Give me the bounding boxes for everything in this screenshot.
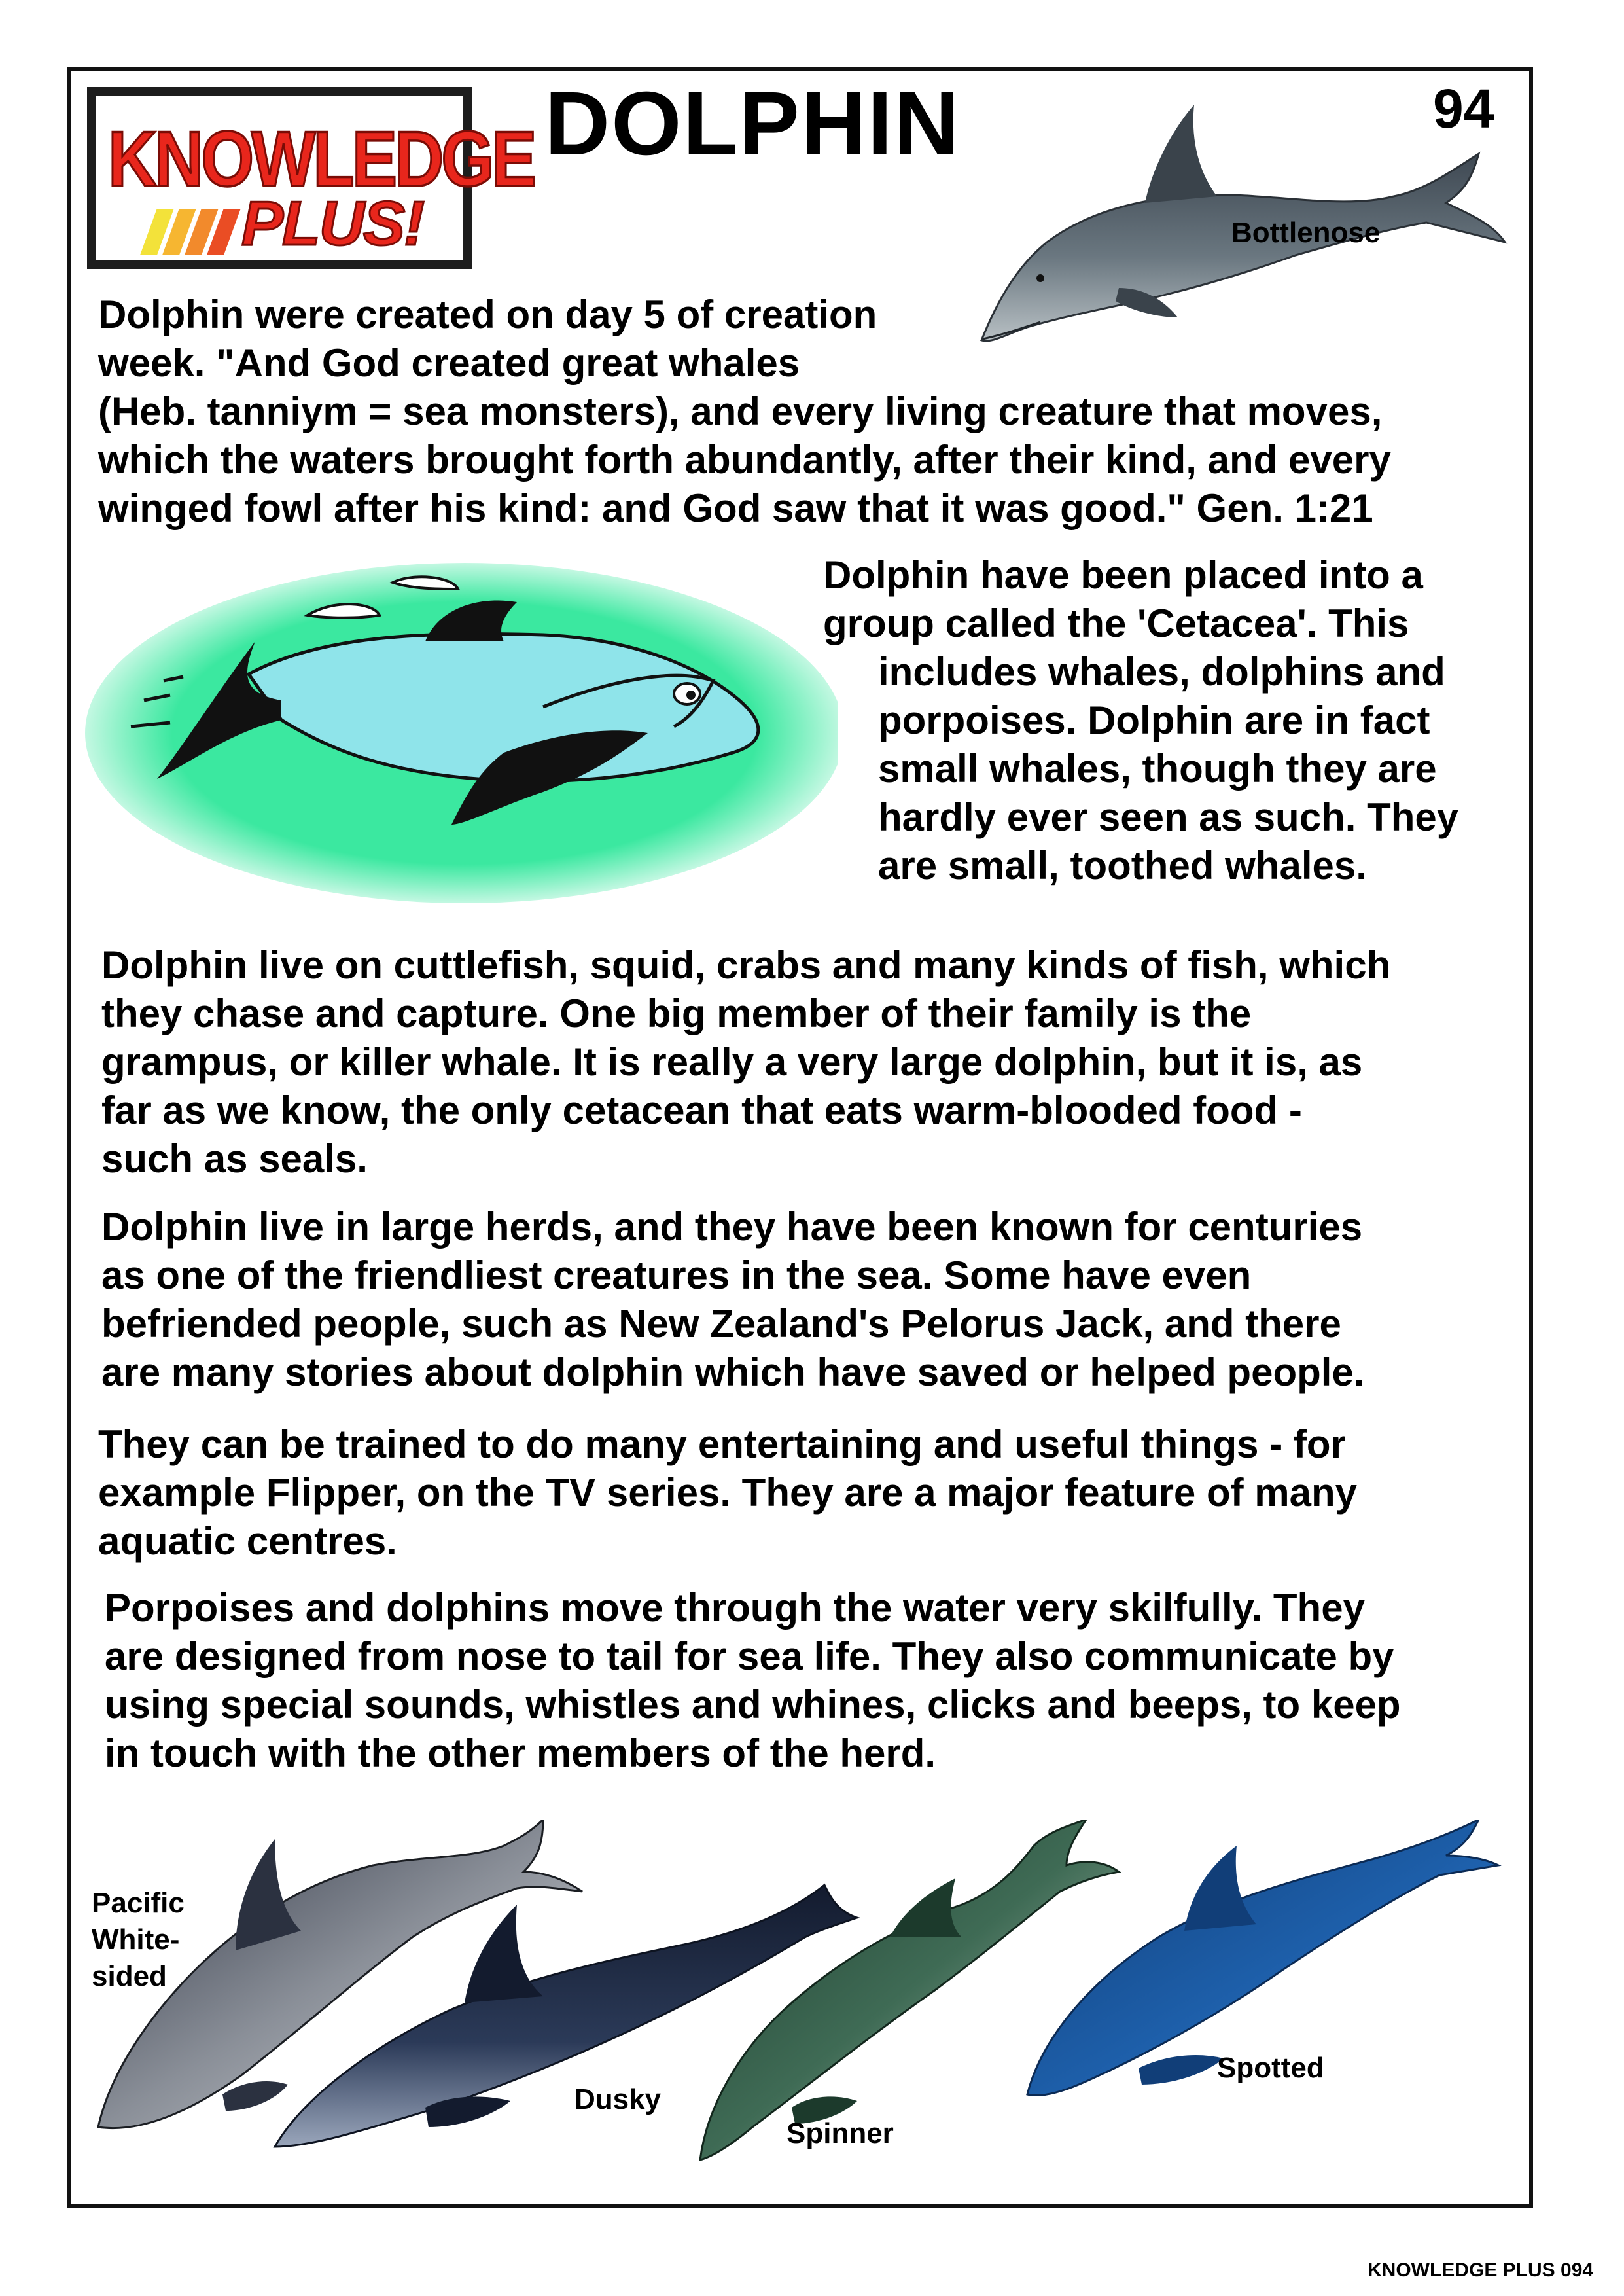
paragraph-movement	[105, 1584, 1518, 1778]
caption-pacific-white-sided	[92, 1885, 222, 1995]
paragraph-creation	[98, 291, 1511, 533]
paragraph-line: Dolphin live in large herds, and they have been known for centuries	[101, 1205, 1363, 1249]
paragraph-line: befriended people, such as New Zealand's Pelorus Jack, and there	[101, 1302, 1341, 1346]
paragraph-line: includes whales, dolphins and	[878, 650, 1445, 694]
paragraph-line: week. "And God created great whales	[98, 341, 800, 385]
paragraph-line: hardly ever seen as such. They	[878, 795, 1459, 839]
paragraph-diet	[101, 941, 1515, 1183]
paragraph-line: are many stories about dolphin which have saved or helped people.	[101, 1350, 1365, 1394]
paragraph-line: Dolphin were created on day 5 of creation	[98, 293, 877, 336]
caption-dusky: Dusky	[574, 2083, 662, 2115]
paragraph-line: are small, toothed whales.	[878, 844, 1367, 888]
page-number: 94	[1433, 78, 1494, 139]
cartoon-dolphin-image	[85, 537, 838, 916]
footer-label: KNOWLEDGE PLUS 094	[1368, 2259, 1594, 2281]
paragraph-line: porpoises. Dolphin are in fact	[878, 698, 1430, 742]
paragraph-line: using special sounds, whistles and whines, clicks and beeps, to keep	[105, 1683, 1401, 1727]
paragraph-line: They can be trained to do many entertaining and useful things - for	[98, 1422, 1346, 1466]
paragraph-line: are designed from nose to tail for sea life. They also communicate by	[105, 1634, 1394, 1678]
paragraph-friendly	[101, 1203, 1515, 1397]
paragraph-line: Dolphin have been placed into a	[823, 553, 1423, 597]
paragraph-line: group called the 'Cetacea'. This	[823, 601, 1409, 645]
caption-spinner: Spinner	[786, 2117, 894, 2149]
paragraph-line: as one of the friendliest creatures in the sea. Some have even	[101, 1253, 1252, 1297]
logo-text-plus: PLUS!	[241, 188, 423, 259]
paragraph-line: example Flipper, on the TV series. They are a major feature of many	[98, 1471, 1358, 1515]
paragraph-line: winged fowl after his kind: and God saw that it was good." Gen. 1:21	[98, 486, 1373, 530]
page-title: DOLPHIN	[544, 73, 961, 174]
knowledge-plus-logo	[87, 87, 535, 269]
paragraph-line: they chase and capture. One big member of their family is the	[101, 992, 1252, 1035]
logo-text-knowledge: KNOWLEDGE	[108, 116, 535, 204]
caption-bottlenose: Bottlenose	[1231, 217, 1381, 249]
paragraph-line: far as we know, the only cetacean that eats warm-blooded food -	[101, 1088, 1302, 1132]
paragraph-line: in touch with the other members of the herd.	[105, 1731, 936, 1775]
spinner-dolphin	[700, 1820, 1119, 2160]
caption-spotted: Spotted	[1217, 2052, 1324, 2084]
paragraph-line: such as seals.	[101, 1137, 368, 1181]
paragraph-trained	[98, 1420, 1511, 1566]
paragraph-line: aquatic centres.	[98, 1519, 397, 1563]
paragraph-line: Dolphin live on cuttlefish, squid, crabs and many kinds of fish, which	[101, 943, 1391, 987]
caption-line: sided	[92, 1960, 167, 1992]
logo-stripes	[149, 209, 253, 255]
paragraph-line: (Heb. tanniym = sea monsters), and every living creature that moves,	[98, 389, 1383, 433]
paragraph-cetacea-b	[878, 648, 1513, 890]
logo-panel	[96, 96, 535, 260]
paragraph-line: which the waters brought forth abundantly, after their kind, and every	[98, 438, 1391, 482]
caption-line: White-	[92, 1924, 180, 1956]
paragraph-line: grampus, or killer whale. It is really a very large dolphin, but it is, as	[101, 1040, 1363, 1084]
caption-line: Pacific	[92, 1887, 185, 1919]
paragraph-line: small whales, though they are	[878, 747, 1437, 791]
paragraph-line: Porpoises and dolphins move through the water very skilfully. They	[105, 1586, 1365, 1630]
paragraph-cetacea-a	[823, 551, 1510, 648]
